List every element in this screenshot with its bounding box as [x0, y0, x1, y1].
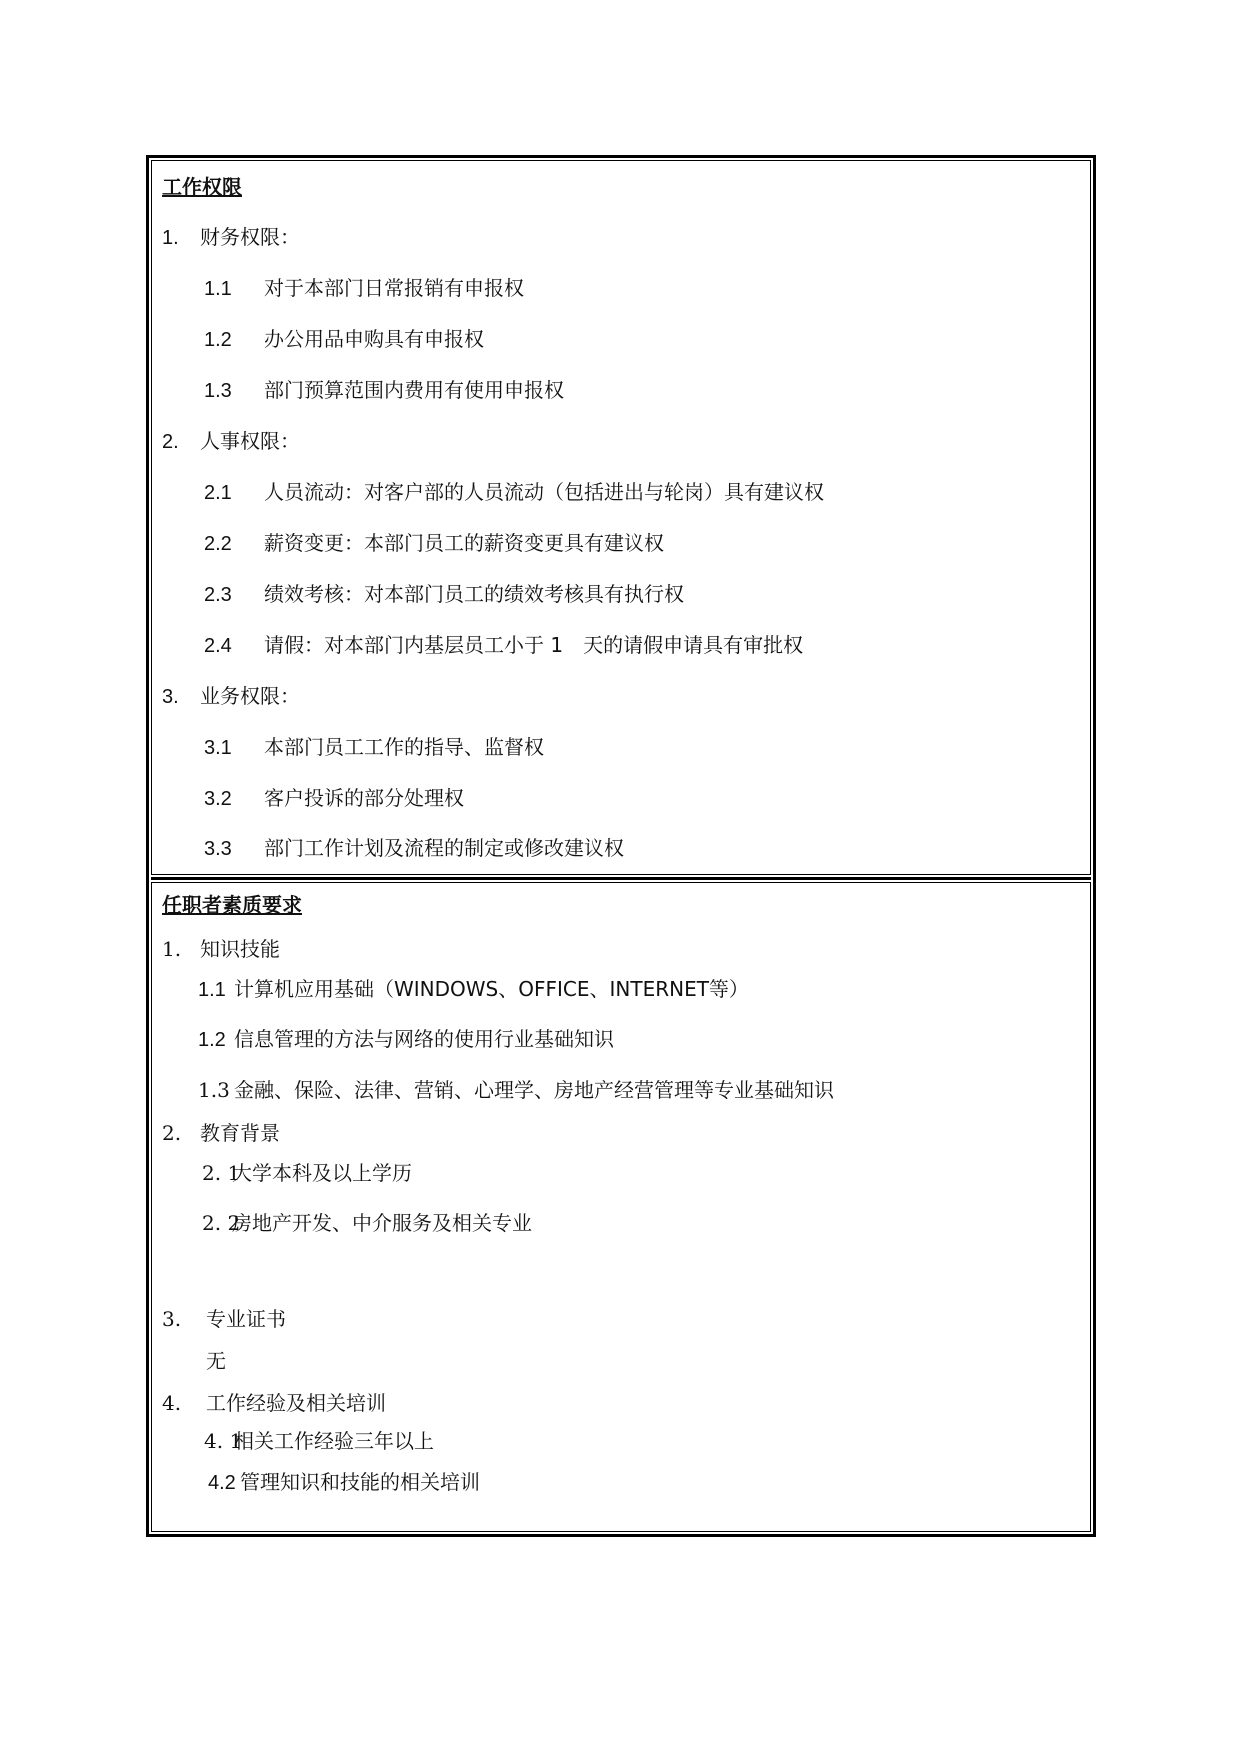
- item-text: 人员流动：对客户部的人员流动（包括进出与轮岗）具有建议权: [264, 480, 824, 504]
- list-item: [208, 1470, 480, 1495]
- item-text: 工作经验及相关培训: [206, 1391, 386, 1415]
- item-number: 4.: [162, 1391, 182, 1415]
- item-text: 大学本科及以上学历: [232, 1161, 412, 1185]
- item-number: 3.: [162, 686, 179, 708]
- item-text: 客户投诉的部分处理权: [264, 786, 464, 810]
- list-item: [204, 582, 684, 607]
- list-item: [204, 735, 544, 760]
- list-item: [204, 378, 564, 403]
- item-number: 2.1: [204, 482, 232, 504]
- item-number: 2.2: [204, 533, 232, 555]
- item-number: 1.2: [198, 1029, 226, 1051]
- list-item: [162, 1307, 286, 1331]
- item-number: 3.: [162, 1307, 182, 1331]
- list-item: [204, 531, 664, 556]
- list-item: [204, 836, 624, 861]
- section-heading: 工作权限: [162, 175, 242, 199]
- item-text: 部门预算范围内费用有使用申报权: [264, 378, 564, 402]
- item-number: 1.3: [198, 1078, 230, 1102]
- list-item: [162, 937, 280, 961]
- item-text: 业务权限：: [200, 684, 300, 708]
- list-item: [198, 1078, 834, 1102]
- item-text: 相关工作经验三年以上: [234, 1429, 434, 1453]
- item-number: 1.1: [204, 278, 232, 300]
- list-item: [206, 1349, 226, 1373]
- item-text: 信息管理的方法与网络的使用行业基础知识: [234, 1027, 614, 1051]
- item-text: 部门工作计划及流程的制定或修改建议权: [264, 836, 624, 860]
- list-item: [202, 1161, 412, 1185]
- item-number: 2.: [162, 431, 179, 453]
- item-number: 2. 1: [202, 1161, 241, 1185]
- item-number: 2.4: [204, 635, 232, 657]
- item-number: 3.3: [204, 838, 232, 860]
- item-text: 金融、保险、法律、营销、心理学、房地产经营管理等专业基础知识: [234, 1078, 834, 1102]
- section-heading: 任职者素质要求: [162, 893, 302, 917]
- list-item: [162, 1121, 280, 1145]
- list-item: [198, 977, 749, 1002]
- item-text: 绩效考核：对本部门员工的绩效考核具有执行权: [264, 582, 684, 606]
- list-item: [162, 684, 300, 709]
- item-number: 1.: [162, 937, 182, 961]
- item-text: 专业证书: [206, 1307, 286, 1331]
- item-text: 财务权限：: [200, 225, 300, 249]
- item-number: 4.2: [208, 1472, 236, 1494]
- item-number: 3.2: [204, 788, 232, 810]
- list-item: [204, 786, 464, 811]
- item-number: 2.3: [204, 584, 232, 606]
- item-text: 无: [206, 1349, 226, 1373]
- item-number: 1.: [162, 227, 179, 249]
- item-text: 请假：对本部门内基层员工小于 1 天的请假申请具有审批权: [264, 633, 804, 657]
- item-text: 教育背景: [200, 1121, 280, 1145]
- list-item: [204, 327, 484, 352]
- item-number: 2.: [162, 1121, 182, 1145]
- list-item: [204, 1429, 434, 1453]
- item-text: 办公用品申购具有申报权: [264, 327, 484, 351]
- item-text: 知识技能: [200, 937, 280, 961]
- list-item: [204, 633, 803, 658]
- item-number: 4. 1: [204, 1429, 243, 1453]
- item-text: 计算机应用基础（WINDOWS、OFFICE、INTERNET等）: [234, 977, 749, 1001]
- item-text: 薪资变更：本部门员工的薪资变更具有建议权: [264, 531, 664, 555]
- list-item: [162, 429, 300, 454]
- section-divider: [151, 877, 1091, 880]
- item-number: 3.1: [204, 737, 232, 759]
- item-text: 管理知识和技能的相关培训: [240, 1470, 480, 1494]
- list-item: [162, 1391, 386, 1415]
- item-number: 2. 2: [202, 1211, 241, 1235]
- work-authority-section: [151, 160, 1091, 875]
- list-item: [204, 480, 824, 505]
- qualification-section: [151, 882, 1091, 1532]
- list-item: [204, 276, 524, 301]
- item-number: 1.2: [204, 329, 232, 351]
- item-number: 1.1: [198, 979, 226, 1001]
- item-text: 本部门员工工作的指导、监督权: [264, 735, 544, 759]
- item-text: 对于本部门日常报销有申报权: [264, 276, 524, 300]
- list-item: [162, 225, 300, 250]
- document-frame: [146, 155, 1096, 1537]
- item-number: 1.3: [204, 380, 232, 402]
- list-item: [198, 1027, 614, 1052]
- item-text: 房地产开发、中介服务及相关专业: [232, 1211, 532, 1235]
- item-text: 人事权限：: [200, 429, 300, 453]
- list-item: [202, 1211, 532, 1235]
